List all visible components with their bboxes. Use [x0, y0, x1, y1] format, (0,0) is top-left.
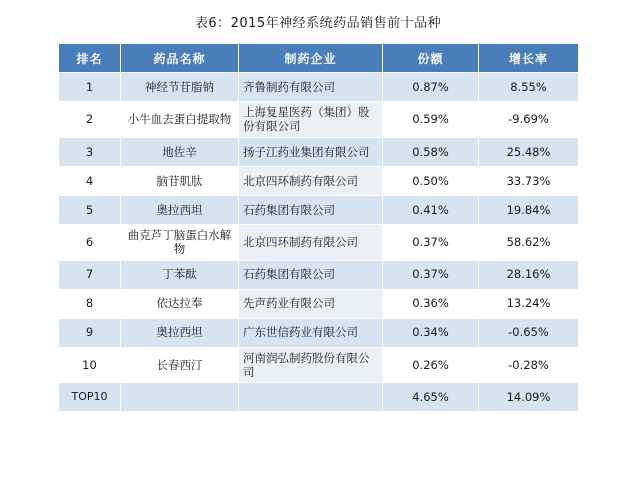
table-row [59, 260, 579, 289]
cell-share: 0.41% [383, 195, 479, 224]
cell-growth: 8.55% [479, 73, 579, 102]
cell-firm: 河南润弘制药股份有限公司 [239, 347, 383, 383]
cell-rank: 10 [59, 347, 121, 383]
cell-rank: 3 [59, 137, 121, 166]
cell-growth: 58.62% [479, 224, 579, 260]
cell-firm: 石药集团有限公司 [239, 260, 383, 289]
drug-sales-table [58, 43, 579, 412]
cell-rank: 2 [59, 102, 121, 138]
cell-rank: 7 [59, 260, 121, 289]
cell-firm: 北京四环制药有限公司 [239, 166, 383, 195]
cell-firm: 先声药业有限公司 [239, 289, 383, 318]
cell-share: 0.59% [383, 102, 479, 138]
cell-share: 0.87% [383, 73, 479, 102]
cell-growth: -9.69% [479, 102, 579, 138]
cell-rank: 6 [59, 224, 121, 260]
table-row [59, 137, 579, 166]
cell-name: 奥拉西坦 [121, 318, 239, 347]
cell-total-share: 4.65% [383, 383, 479, 412]
cell-name: 奥拉西坦 [121, 195, 239, 224]
table-row [59, 166, 579, 195]
cell-firm: 扬子江药业集团有限公司 [239, 137, 383, 166]
cell-total-firm [239, 383, 383, 412]
cell-rank: 1 [59, 73, 121, 102]
table-row [59, 347, 579, 383]
cell-rank: 4 [59, 166, 121, 195]
cell-share: 0.50% [383, 166, 479, 195]
cell-name: 神经节苷脂钠 [121, 73, 239, 102]
cell-growth: -0.65% [479, 318, 579, 347]
cell-firm: 上海复星医药（集团）股份有限公司 [239, 102, 383, 138]
page-title: 表6：2015年神经系统药品销售前十品种 [194, 16, 442, 31]
cell-growth: 19.84% [479, 195, 579, 224]
cell-rank: 9 [59, 318, 121, 347]
cell-name: 小牛血去蛋白提取物 [121, 102, 239, 138]
cell-share: 0.58% [383, 137, 479, 166]
cell-firm: 石药集团有限公司 [239, 195, 383, 224]
cell-growth: 33.73% [479, 166, 579, 195]
cell-share: 0.26% [383, 347, 479, 383]
cell-firm: 广东世信药业有限公司 [239, 318, 383, 347]
cell-total-name [121, 383, 239, 412]
column-header-rank: 排名 [59, 44, 121, 73]
cell-share: 0.37% [383, 260, 479, 289]
cell-total-label: TOP10 [59, 383, 121, 412]
cell-growth: 28.16% [479, 260, 579, 289]
cell-share: 0.36% [383, 289, 479, 318]
cell-growth: -0.28% [479, 347, 579, 383]
cell-share: 0.37% [383, 224, 479, 260]
cell-rank: 8 [59, 289, 121, 318]
cell-firm: 北京四环制药有限公司 [239, 224, 383, 260]
cell-name: 地佐辛 [121, 137, 239, 166]
cell-growth: 25.48% [479, 137, 579, 166]
column-header-name: 药品名称 [121, 44, 239, 73]
table-row [59, 224, 579, 260]
table-row [59, 318, 579, 347]
cell-growth: 13.24% [479, 289, 579, 318]
column-header-firm: 制药企业 [239, 44, 383, 73]
cell-name: 丁苯酞 [121, 260, 239, 289]
table-row [59, 289, 579, 318]
cell-share: 0.34% [383, 318, 479, 347]
cell-firm: 齐鲁制药有限公司 [239, 73, 383, 102]
table-row [59, 102, 579, 138]
column-header-growth: 增长率 [479, 44, 579, 73]
table-row [59, 195, 579, 224]
table-total-row [59, 383, 579, 412]
table-row [59, 73, 579, 102]
cell-name: 曲克芦丁脑蛋白水解物 [121, 224, 239, 260]
cell-rank: 5 [59, 195, 121, 224]
cell-name: 依达拉奉 [121, 289, 239, 318]
cell-total-growth: 14.09% [479, 383, 579, 412]
cell-name: 长春西汀 [121, 347, 239, 383]
table-header-row [59, 44, 579, 73]
cell-name: 脑苷肌肽 [121, 166, 239, 195]
table-container [58, 43, 578, 412]
column-header-share: 份额 [383, 44, 479, 73]
